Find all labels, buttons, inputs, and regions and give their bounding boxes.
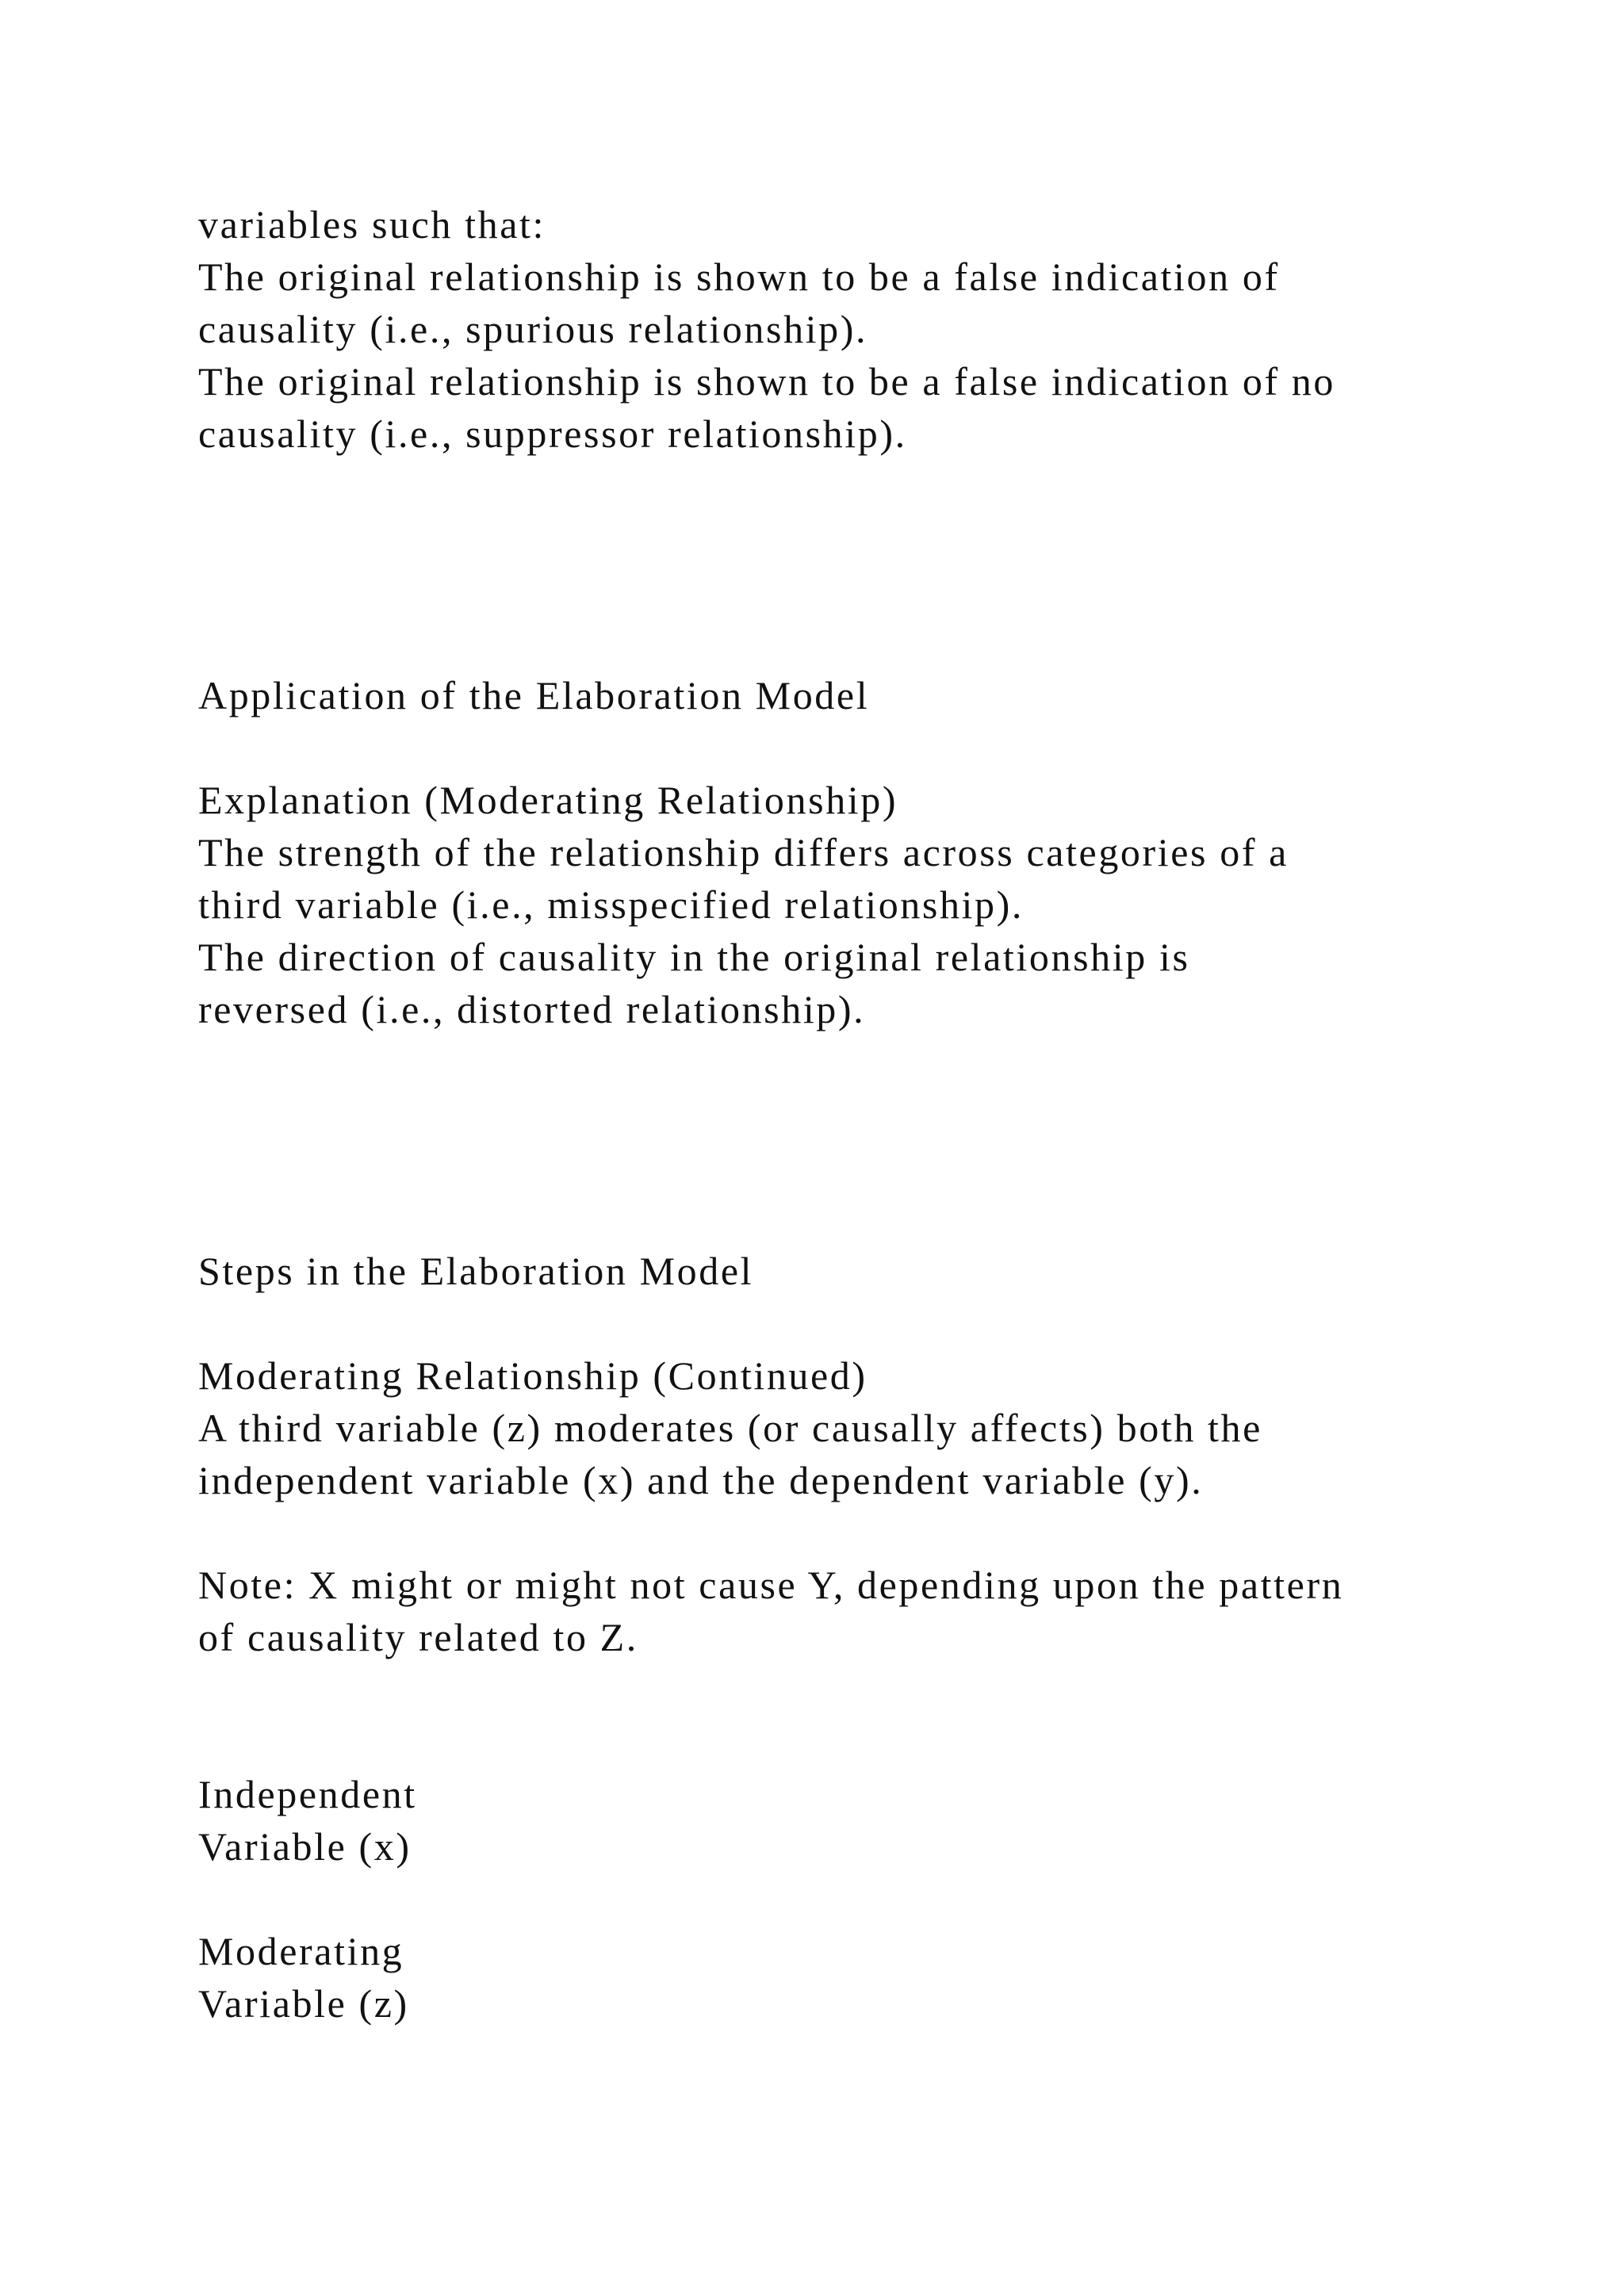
spacer: [198, 1035, 1499, 1088]
application-line-1: The strength of the relationship differs across categories of a: [198, 830, 1289, 874]
section-subheading-moderating: Moderating Relationship (Continued): [198, 1353, 868, 1398]
spacer: [198, 721, 1499, 774]
spacer: [198, 1873, 1499, 1925]
section-heading-application: Application of the Elaboration Model: [198, 673, 870, 718]
diagram-label-independent-2: Variable (x): [198, 1824, 412, 1869]
application-line-4: reversed (i.e., distorted relationship).: [198, 987, 866, 1031]
section-subheading-explanation: Explanation (Moderating Relationship): [198, 778, 898, 822]
steps-line-2: independent variable (x) and the dependent variable (y).: [198, 1458, 1204, 1502]
spacer: [198, 1663, 1499, 1716]
spacer: [198, 460, 1499, 512]
note-line-2: of causality related to Z.: [198, 1615, 638, 1659]
note-line-1: Note: X might or might not cause Y, depending upon the pattern: [198, 1563, 1344, 1607]
intro-line-2: The original relationship is shown to be a false indication of: [198, 254, 1280, 299]
diagram-label-moderating-1: Moderating: [198, 1929, 404, 1973]
spacer: [198, 1140, 1499, 1192]
application-line-3: The direction of causality in the original relationship is: [198, 935, 1190, 979]
spacer: [198, 1088, 1499, 1140]
spacer: [198, 1192, 1499, 1245]
spacer: [198, 1716, 1499, 1768]
diagram-label-independent-1: Independent: [198, 1772, 417, 1816]
intro-line-4: The original relationship is shown to be a false indication of no: [198, 359, 1335, 404]
spacer: [198, 1506, 1499, 1559]
document-page: [198, 198, 1499, 2030]
steps-line-1: A third variable (z) moderates (or causally affects) both the: [198, 1406, 1262, 1450]
diagram-label-moderating-2: Variable (z): [198, 1981, 409, 2026]
spacer: [198, 564, 1499, 617]
application-line-2: third variable (i.e., misspecified relationship).: [198, 882, 1024, 927]
spacer: [198, 1297, 1499, 1349]
section-heading-steps: Steps in the Elaboration Model: [198, 1249, 754, 1293]
intro-line-5: causality (i.e., suppressor relationship).: [198, 411, 907, 456]
intro-line-1: variables such that:: [198, 202, 546, 247]
spacer: [198, 512, 1499, 564]
spacer: [198, 617, 1499, 669]
intro-line-3: causality (i.e., spurious relationship).: [198, 307, 868, 351]
